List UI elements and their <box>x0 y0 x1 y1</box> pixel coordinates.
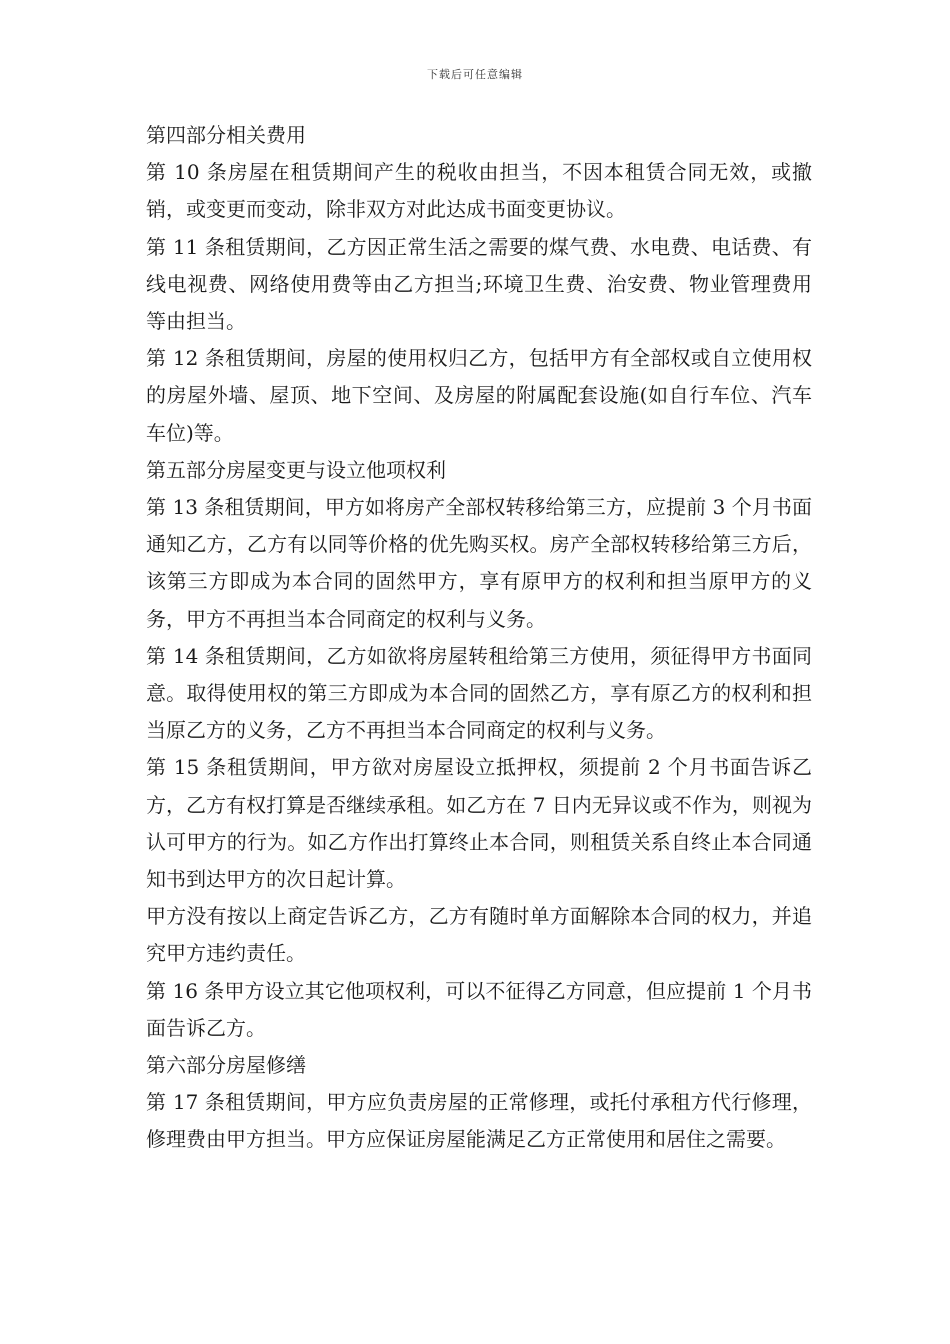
article-15: 第 15 条租赁期间，甲方欲对房屋设立抵押权，须提前 2 个月书面告诉乙方，乙方有权打算是否继续承租。如乙方在 7 日内无异议或不作为，则视为认可甲方的行为。如乙方作出打算终止本合同，则租赁关系自终止本合同通知书到达甲方的次日起计算。 <box>146 755 812 892</box>
article-15-supplement: 甲方没有按以上商定告诉乙方，乙方有随时单方面解除本合同的权力，并追究甲方违约责任。 <box>146 904 812 966</box>
document-body <box>146 117 812 1159</box>
article-14: 第 14 条租赁期间，乙方如欲将房屋转租给第三方使用，须征得甲方书面同意。取得使用权的第三方即成为本合同的固然乙方，享有原乙方的权利和担当原乙方的义务，乙方不再担当本合同商定的权利与义务。 <box>146 643 812 743</box>
article-12: 第 12 条租赁期间，房屋的使用权归乙方，包括甲方有全部权或自立使用权的房屋外墙、屋顶、地下空间、及房屋的附属配套设施(如自行车位、汽车车位)等。 <box>146 346 812 445</box>
article-11: 第 11 条租赁期间，乙方因正常生活之需要的煤气费、水电费、电话费、有线电视费、网络使用费等由乙方担当;环境卫生费、治安费、物业管理费用等由担当。 <box>146 234 812 334</box>
section-heading-5: 第五部分房屋变更与设立他项权利 <box>146 457 446 482</box>
article-10: 第 10 条房屋在租赁期间产生的税收由担当，不因本租赁合同无效，或撤销，或变更而变动，除非双方对此达成书面变更协议。 <box>146 160 812 222</box>
article-16: 第 16 条甲方设立其它他项权利，可以不征得乙方同意，但应提前 1 个月书面告诉乙方。 <box>146 978 812 1040</box>
article-13: 第 13 条租赁期间，甲方如将房产全部权转移给第三方，应提前 3 个月书面通知乙方，乙方有以同等价格的优先购买权。房产全部权转移给第三方后，该第三方即成为本合同的固然甲方，享有原甲方的权利和担当原甲方的义务，甲方不再担当本合同商定的权利与义务。 <box>146 495 812 631</box>
article-17: 第 17 条租赁期间，甲方应负责房屋的正常修理，或托付承租方代行修理，修理费由甲方担当。甲方应保证房屋能满足乙方正常使用和居住之需要。 <box>146 1090 812 1152</box>
section-heading-6: 第六部分房屋修缮 <box>146 1053 306 1078</box>
header-note: 下载后可任意编辑 <box>427 68 523 81</box>
section-heading-4: 第四部分相关费用 <box>146 123 306 147</box>
